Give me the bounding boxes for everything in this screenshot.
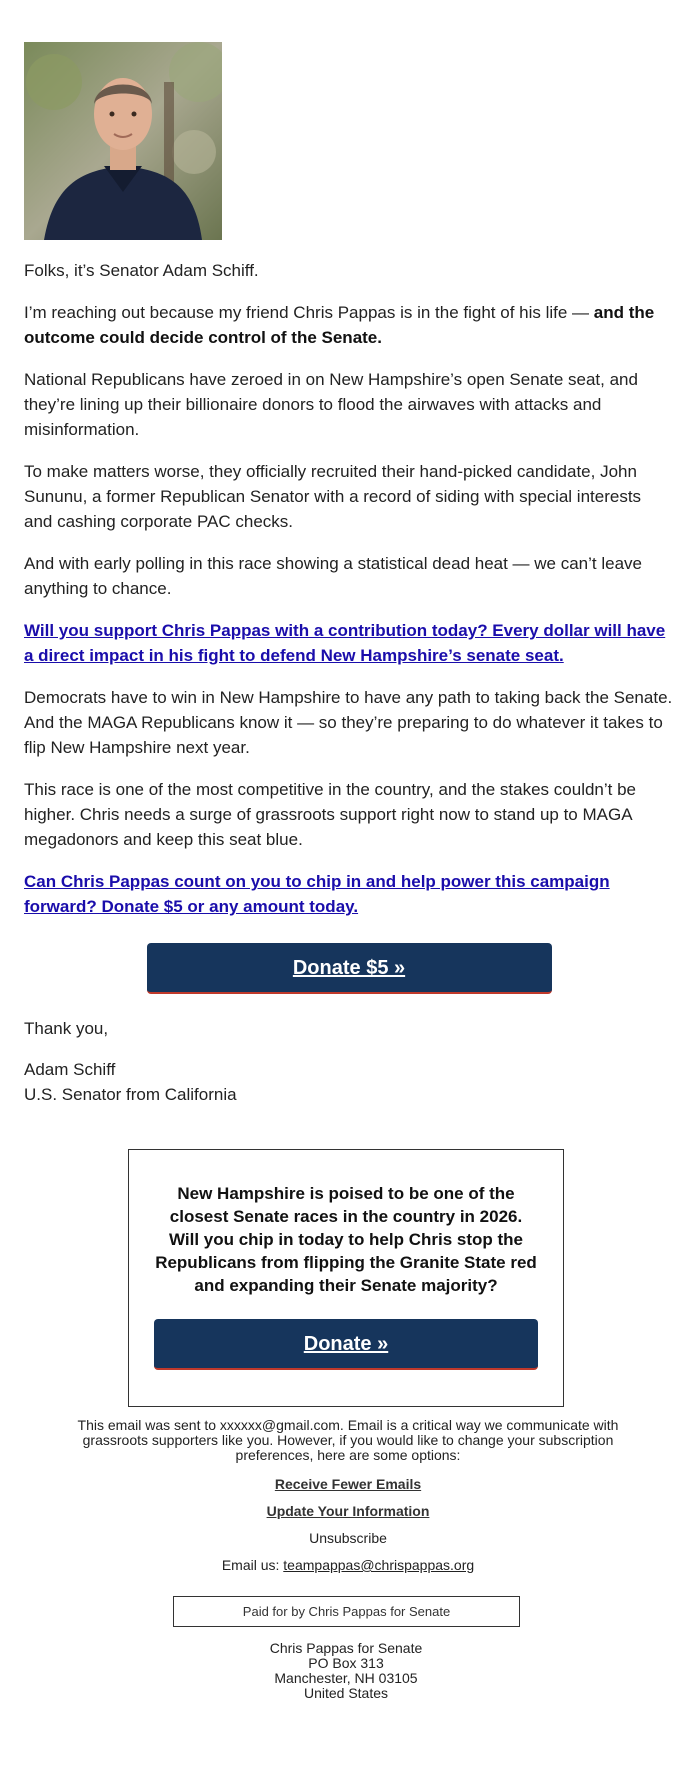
cta-paragraph-2 (24, 869, 674, 919)
appeal-text: New Hampshire is poised to be one of the closest Senate races in the country in 2026. Will you chip in today to help Chris stop the Republicans from flipping the Granite State red and expanding their Senate majority? (155, 1184, 537, 1295)
email-us-line (70, 1558, 626, 1573)
email-us-link[interactable]: teampappas@chrispappas.org (283, 1557, 475, 1573)
paragraph-1-bold: and the outcome could decide control of the Senate. (24, 303, 655, 347)
paragraph-5: Democrats have to win in New Hampshire to have any path to taking back the Senate. And the MAGA Republicans know it — so they’re preparing to do whatever it takes to flip New Hampshire next year. (24, 688, 673, 757)
address-line-3: Manchester, NH 03105 (274, 1670, 418, 1686)
paragraph-1-text: I’m reaching out because my friend Chris Pappas is in the fight of his life — (24, 303, 594, 322)
appeal-box (128, 1149, 564, 1407)
address-line-2: PO Box 313 (308, 1655, 384, 1671)
footer-notice: This email was sent to xxxxxx@gmail.com. Email is a critical way we communicate with grassroots supporters like you. However, if you would like to change your subscription preferences, here are some options: (77, 1417, 619, 1463)
donate-link-2[interactable]: Can Chris Pappas count on you to chip in and help power this campaign forward? Donate $5 or any amount today. (24, 872, 610, 916)
paragraph-4: And with early polling in this race showing a statistical dead heat — we can’t leave anything to chance. (24, 554, 643, 598)
cta-paragraph-1 (24, 618, 674, 668)
update-information-link[interactable]: Update Your Information (266, 1503, 430, 1519)
donate-button[interactable]: Donate » (154, 1319, 538, 1370)
footer (70, 1418, 626, 1573)
donate-5-button[interactable]: Donate $5 » (147, 943, 552, 994)
unsubscribe-link[interactable]: Unsubscribe (309, 1530, 387, 1546)
signer-title: U.S. Senator from California (24, 1085, 237, 1104)
paragraph-1 (24, 300, 674, 350)
email-us-label: Email us: (221, 1557, 284, 1573)
paragraph-6: This race is one of the most competitive in the country, and the stakes couldn’t be higher. Chris needs a surge of grassroots support right now to stand up to MAGA megadonors and keep this seat blue. (24, 780, 637, 849)
greeting: Folks, it’s Senator Adam Schiff. (24, 261, 259, 280)
address-line-4: United States (303, 1685, 389, 1701)
donate-link-1[interactable]: Will you support Chris Pappas with a contribution today? Every dollar will have a direct impact in his fight to defend New Hampshire’s senate seat. (24, 621, 666, 665)
signer-name: Adam Schiff (24, 1060, 116, 1079)
thanks: Thank you, (24, 1019, 109, 1038)
paid-for-box: Paid for by Chris Pappas for Senate (173, 1596, 520, 1627)
mailing-address (200, 1641, 492, 1701)
senator-photo (24, 42, 222, 240)
address-line-1: Chris Pappas for Senate (269, 1640, 423, 1656)
email-content (24, 258, 674, 1107)
paragraph-3: To make matters worse, they officially recruited their hand-picked candidate, John Sununu, a former Republican Senator with a record of siding with special interests and cashing corporate PAC checks. (24, 462, 642, 531)
paragraph-2: National Republicans have zeroed in on New Hampshire’s open Senate seat, and they’re lining up their billionaire donors to flood the airwaves with attacks and misinformation. (24, 370, 638, 439)
receive-fewer-emails-link[interactable]: Receive Fewer Emails (274, 1476, 422, 1492)
